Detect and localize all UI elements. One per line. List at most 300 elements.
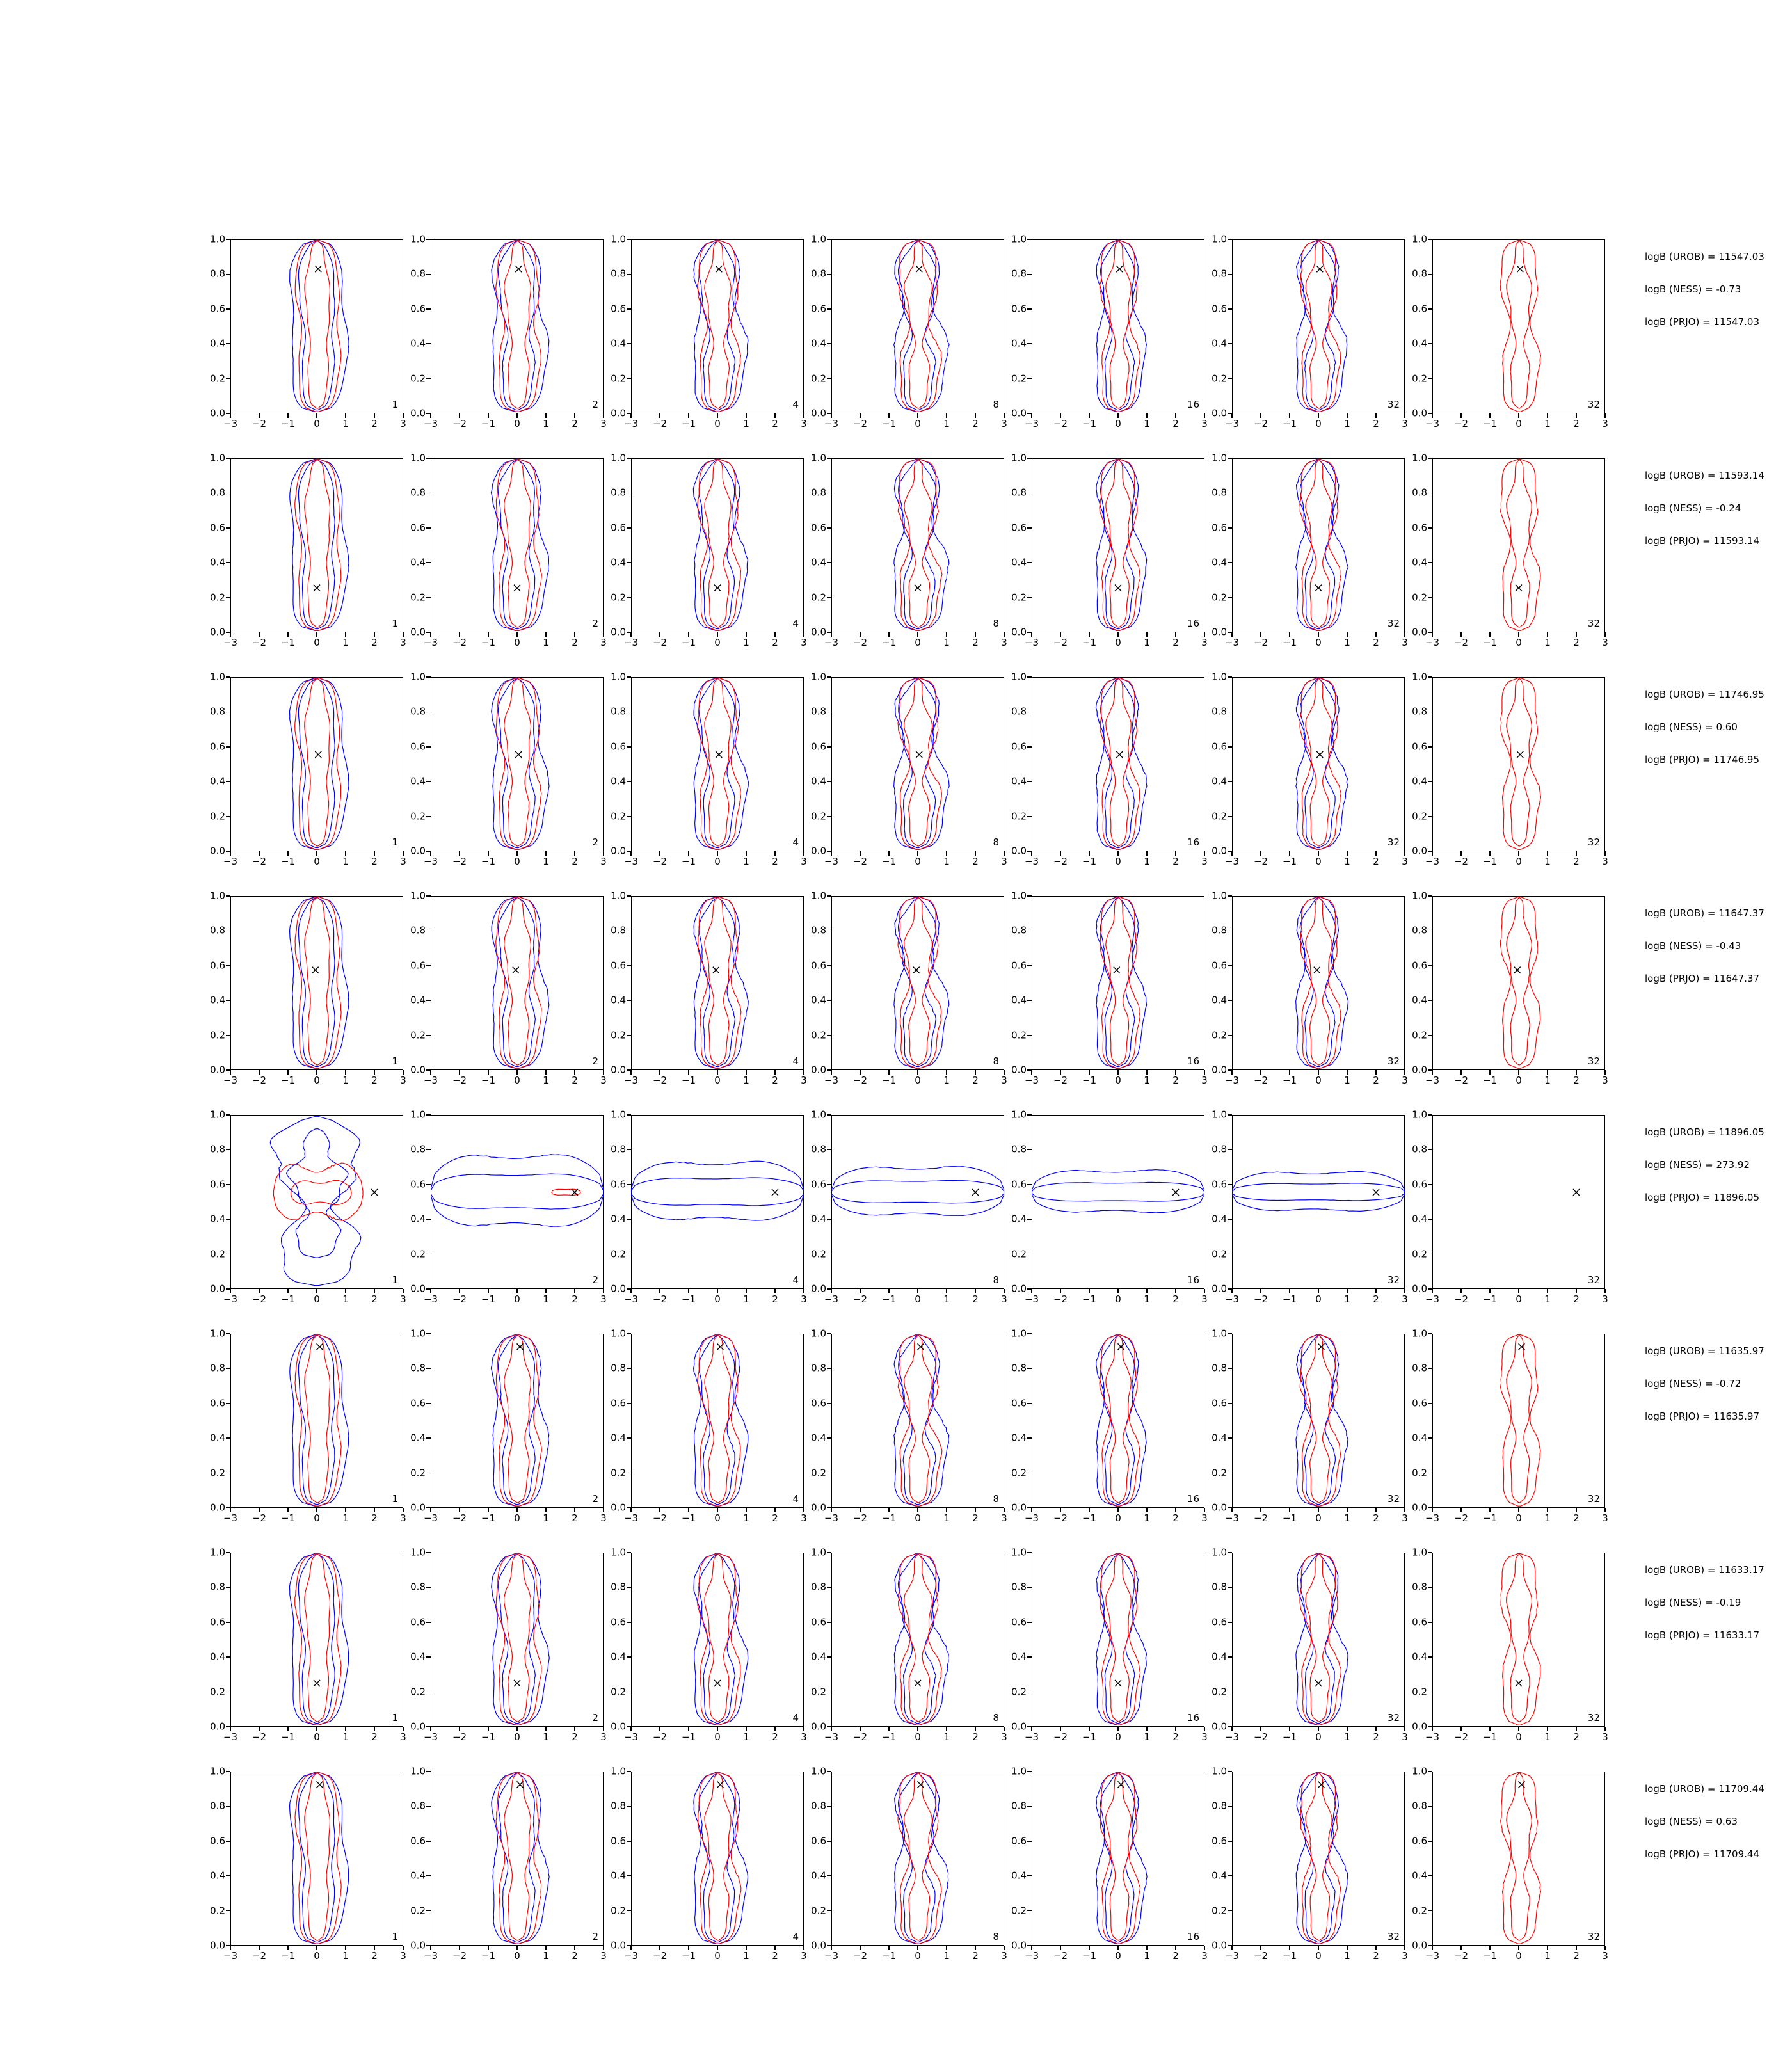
x-tick-mark xyxy=(316,1508,317,1512)
x-tick-mark xyxy=(1146,1946,1148,1950)
contour-line-red xyxy=(705,679,731,846)
y-tick-label: 0.8 xyxy=(410,1581,426,1593)
contour-line-blue xyxy=(899,1773,936,1942)
plot-panel-r0-c3[interactable] xyxy=(811,233,1007,429)
plot-panel-r1-c4[interactable] xyxy=(1011,452,1208,648)
y-tick-label: 0.2 xyxy=(210,1686,225,1698)
y-tick-label: 0.8 xyxy=(1212,1581,1227,1593)
x-tick-label: 2 xyxy=(1172,1293,1179,1305)
x-tick-mark xyxy=(1004,851,1005,856)
contour-line-red xyxy=(295,1772,341,1944)
plot-panel-r5-c0[interactable] xyxy=(210,1327,406,1524)
x-tick-label: −3 xyxy=(1024,1075,1039,1086)
y-tick-label: 0.0 xyxy=(811,407,826,419)
plot-panel-r5-c6[interactable] xyxy=(1412,1327,1608,1524)
y-tick-mark xyxy=(1228,1149,1232,1151)
plot-panel-r7-c1[interactable] xyxy=(410,1765,607,1962)
y-tick-label: 0.4 xyxy=(811,1432,826,1444)
x-tick-label: 0 xyxy=(714,418,721,429)
y-tick-label: 0.0 xyxy=(1011,1501,1027,1514)
panel-id-label: 32 xyxy=(1387,1274,1400,1286)
panel-id-label: 32 xyxy=(1387,1712,1400,1724)
plot-panel-r3-c3[interactable] xyxy=(811,890,1007,1086)
x-tick-mark xyxy=(1318,1289,1319,1293)
panel-id-label: 8 xyxy=(993,1055,999,1067)
y-tick-label: 0.2 xyxy=(811,591,826,604)
y-tick-mark xyxy=(627,1771,631,1772)
y-tick-label: 0.6 xyxy=(1212,740,1227,753)
x-tick-label: 2 xyxy=(972,1512,979,1524)
plot-panel-r2-c5[interactable] xyxy=(1212,671,1408,867)
plot-panel-r6-c0[interactable] xyxy=(210,1546,406,1743)
plot-panel-r4-c1[interactable] xyxy=(410,1108,607,1305)
x-tick-label: −3 xyxy=(423,418,438,429)
contour-line-blue xyxy=(699,1773,735,1942)
y-tick-label: 0.8 xyxy=(210,705,225,717)
x-tick-label: −3 xyxy=(824,1950,839,1962)
x-tick-mark xyxy=(888,851,890,856)
y-tick-label: 0.6 xyxy=(1011,959,1027,972)
plot-panel-r6-c2[interactable] xyxy=(611,1546,807,1743)
plot-panel-r2-c0[interactable] xyxy=(210,671,406,867)
panel-id-label: 2 xyxy=(592,836,598,848)
y-tick-label: 0.2 xyxy=(1212,1029,1227,1041)
plot-panel-r5-c1[interactable] xyxy=(410,1327,607,1524)
x-tick-label: 0 xyxy=(514,1512,520,1524)
x-tick-mark xyxy=(403,851,404,856)
x-tick-label: −3 xyxy=(1425,637,1440,648)
y-tick-label: 0.0 xyxy=(1212,626,1227,638)
x-tick-mark xyxy=(917,1946,918,1950)
y-tick-mark xyxy=(627,308,631,310)
x-tick-label: 3 xyxy=(1602,637,1608,648)
y-tick-mark xyxy=(426,1114,431,1116)
x-tick-label: 3 xyxy=(600,1075,607,1086)
logb-annotation-line: logB (UROB) = 11709.44 xyxy=(1645,1783,1764,1795)
x-tick-mark xyxy=(659,1508,660,1512)
x-tick-mark xyxy=(774,632,776,637)
x-tick-label: 1 xyxy=(943,418,950,429)
panel-id-label: 8 xyxy=(993,1712,999,1724)
x-tick-label: 2 xyxy=(772,856,778,867)
x-tick-label: 3 xyxy=(1402,418,1408,429)
x-tick-label: 2 xyxy=(572,856,578,867)
plot-panel-r1-c6[interactable] xyxy=(1412,452,1608,648)
x-tick-mark xyxy=(1204,1946,1205,1950)
plot-panel-r2-c1[interactable] xyxy=(410,671,607,867)
y-tick-label: 0.8 xyxy=(1212,268,1227,280)
x-tick-mark xyxy=(316,413,317,418)
x-tick-label: −1 xyxy=(280,418,296,429)
contour-line-red xyxy=(295,897,341,1068)
x-tick-mark xyxy=(574,632,575,637)
logb-annotation-line: logB (PRJO) = 11709.44 xyxy=(1645,1848,1760,1860)
x-tick-mark xyxy=(1576,851,1577,856)
truth-marker-x xyxy=(1373,1189,1379,1196)
y-tick-label: 0.4 xyxy=(1412,1432,1427,1444)
plot-panel-r0-c2[interactable] xyxy=(611,233,807,429)
x-tick-mark xyxy=(345,1727,346,1731)
contour-plot xyxy=(831,677,1004,851)
x-tick-label: 2 xyxy=(1573,1950,1580,1962)
y-tick-mark xyxy=(1228,712,1232,713)
contour-line-blue xyxy=(431,1155,604,1227)
x-tick-mark xyxy=(888,1070,890,1075)
x-tick-mark xyxy=(1117,1289,1119,1293)
plot-panel-r4-c5[interactable] xyxy=(1212,1108,1408,1305)
x-tick-label: −2 xyxy=(252,1950,267,1962)
x-tick-label: −3 xyxy=(623,418,639,429)
plot-panel-r7-c6[interactable] xyxy=(1412,1765,1608,1962)
y-tick-mark xyxy=(1228,676,1232,678)
x-tick-label: 3 xyxy=(1201,418,1208,429)
x-tick-label: 0 xyxy=(314,1512,320,1524)
y-tick-mark xyxy=(426,1622,431,1623)
x-tick-mark xyxy=(374,413,375,418)
x-tick-label: −2 xyxy=(1453,637,1469,648)
y-tick-label: 0.0 xyxy=(1212,1939,1227,1951)
truth-marker-x xyxy=(312,967,319,973)
plot-panel-r2-c6[interactable] xyxy=(1412,671,1608,867)
x-tick-label: 3 xyxy=(1602,1075,1608,1086)
x-tick-label: 2 xyxy=(371,637,378,648)
panel-id-label: 1 xyxy=(392,399,398,410)
x-tick-mark xyxy=(803,1727,804,1731)
y-tick-mark xyxy=(426,1841,431,1842)
y-tick-label: 0.8 xyxy=(210,1800,225,1812)
y-tick-label: 0.6 xyxy=(1011,1397,1027,1409)
x-tick-label: −1 xyxy=(1082,637,1097,648)
plot-panel-r3-c2[interactable] xyxy=(611,890,807,1086)
x-tick-label: −3 xyxy=(223,1512,238,1524)
x-tick-label: 2 xyxy=(972,1075,979,1086)
plot-panel-r1-c2[interactable] xyxy=(611,452,807,648)
plot-panel-r3-c4[interactable] xyxy=(1011,890,1208,1086)
plot-panel-r5-c3[interactable] xyxy=(811,1327,1007,1524)
y-tick-label: 0.2 xyxy=(611,1248,626,1260)
y-tick-mark xyxy=(1228,274,1232,275)
panel-id-label: 8 xyxy=(993,1274,999,1286)
x-tick-mark xyxy=(574,1508,575,1512)
contour-line-red xyxy=(305,898,330,1065)
x-tick-label: 3 xyxy=(801,1293,807,1305)
truth-marker-x xyxy=(915,585,921,591)
contour-line-blue xyxy=(699,898,735,1067)
x-tick-label: 1 xyxy=(943,856,950,867)
contour-line-red xyxy=(504,1773,531,1940)
y-tick-label: 0.8 xyxy=(811,705,826,717)
y-tick-label: 0.0 xyxy=(1011,1939,1027,1951)
y-tick-label: 0.8 xyxy=(611,924,626,936)
plot-panel-r2-c3[interactable] xyxy=(811,671,1007,867)
row-logb-annotations xyxy=(1645,1347,1764,1444)
y-tick-label: 0.6 xyxy=(1212,959,1227,972)
y-tick-mark xyxy=(226,1692,230,1693)
x-tick-label: −1 xyxy=(481,1293,496,1305)
panel-id-label: 32 xyxy=(1387,1493,1400,1505)
panel-id-label: 2 xyxy=(592,1493,598,1505)
x-tick-label: 0 xyxy=(915,1512,921,1524)
x-tick-mark xyxy=(430,632,431,637)
x-tick-label: 3 xyxy=(600,1512,607,1524)
y-tick-mark xyxy=(226,343,230,344)
x-tick-mark xyxy=(1375,1289,1377,1293)
x-tick-label: −2 xyxy=(452,856,467,867)
x-tick-label: −3 xyxy=(223,856,238,867)
x-tick-mark xyxy=(259,1727,260,1731)
y-tick-mark xyxy=(226,597,230,598)
panel-id-label: 1 xyxy=(392,1493,398,1505)
y-tick-label: 1.0 xyxy=(1212,671,1227,683)
y-tick-label: 0.2 xyxy=(1412,810,1427,822)
x-tick-label: −2 xyxy=(252,418,267,429)
x-tick-label: −1 xyxy=(681,1293,696,1305)
y-tick-label: 0.6 xyxy=(1412,1178,1427,1190)
x-tick-mark xyxy=(888,632,890,637)
contour-plot xyxy=(230,896,403,1070)
x-tick-label: −3 xyxy=(1024,637,1039,648)
y-tick-mark xyxy=(226,1841,230,1842)
plot-panel-r0-c6[interactable] xyxy=(1412,233,1608,429)
y-tick-mark xyxy=(627,1875,631,1876)
y-tick-mark xyxy=(426,1333,431,1334)
y-tick-label: 0.0 xyxy=(410,626,426,638)
plot-panel-r0-c1[interactable] xyxy=(410,233,607,429)
x-tick-label: −2 xyxy=(652,1512,668,1524)
contour-plot xyxy=(1032,239,1204,413)
x-tick-label: 2 xyxy=(1373,637,1379,648)
x-tick-mark xyxy=(1175,851,1176,856)
y-tick-label: 0.0 xyxy=(1412,1939,1427,1951)
x-tick-label: 3 xyxy=(1201,1293,1208,1305)
x-tick-mark xyxy=(1347,851,1348,856)
logb-annotation-line: logB (UROB) = 11746.95 xyxy=(1645,689,1764,700)
plot-panel-r7-c4[interactable] xyxy=(1011,1765,1208,1962)
plot-panel-r3-c6[interactable] xyxy=(1412,890,1608,1086)
plot-panel-r2-c4[interactable] xyxy=(1011,671,1208,867)
x-tick-mark xyxy=(1460,1727,1462,1731)
x-tick-label: 1 xyxy=(1544,1950,1551,1962)
y-tick-mark xyxy=(1428,1333,1432,1334)
plot-panel-r7-c3[interactable] xyxy=(811,1765,1007,1962)
x-tick-label: −1 xyxy=(681,637,696,648)
x-tick-mark xyxy=(259,1508,260,1512)
x-tick-label: −3 xyxy=(1224,1512,1240,1524)
plot-panel-r6-c3[interactable] xyxy=(811,1546,1007,1743)
plot-panel-r0-c5[interactable] xyxy=(1212,233,1408,429)
y-tick-mark xyxy=(226,378,230,380)
x-tick-label: 1 xyxy=(943,1512,950,1524)
x-tick-mark xyxy=(1117,632,1119,637)
x-tick-label: 2 xyxy=(772,637,778,648)
x-tick-mark xyxy=(1604,1946,1606,1950)
panel-id-label: 32 xyxy=(1387,618,1400,629)
plot-panel-r5-c2[interactable] xyxy=(611,1327,807,1524)
y-tick-mark xyxy=(1228,1875,1232,1876)
x-tick-mark xyxy=(316,1727,317,1731)
x-tick-label: 1 xyxy=(743,1293,749,1305)
x-tick-label: −3 xyxy=(1425,1512,1440,1524)
y-tick-label: 0.8 xyxy=(410,486,426,499)
plot-panel-r3-c5[interactable] xyxy=(1212,890,1408,1086)
plot-panel-r1-c3[interactable] xyxy=(811,452,1007,648)
plot-panel-r0-c0[interactable] xyxy=(210,233,406,429)
plot-panel-r7-c2[interactable] xyxy=(611,1765,807,1962)
contour-plot xyxy=(431,1334,604,1508)
plot-panel-r1-c1[interactable] xyxy=(410,452,607,648)
x-tick-mark xyxy=(1432,413,1433,418)
x-tick-mark xyxy=(1547,413,1548,418)
x-tick-label: 0 xyxy=(514,418,520,429)
contour-line-blue xyxy=(499,1336,536,1505)
contour-line-blue xyxy=(1101,679,1135,848)
x-tick-mark xyxy=(287,1946,289,1950)
plot-panel-r4-c2[interactable] xyxy=(611,1108,807,1305)
x-tick-mark xyxy=(1117,1946,1119,1950)
plot-panel-r4-c3[interactable] xyxy=(811,1108,1007,1305)
x-tick-mark xyxy=(688,413,689,418)
y-tick-mark xyxy=(226,895,230,897)
plot-panel-r0-c4[interactable] xyxy=(1011,233,1208,429)
x-tick-mark xyxy=(1489,1289,1491,1293)
y-tick-label: 0.8 xyxy=(1011,705,1027,717)
plot-panel-r6-c1[interactable] xyxy=(410,1546,607,1743)
contour-line-red xyxy=(305,241,330,408)
y-tick-label: 0.0 xyxy=(410,1501,426,1514)
x-tick-label: −2 xyxy=(652,1731,668,1743)
plot-panel-r5-c4[interactable] xyxy=(1011,1327,1208,1524)
x-tick-mark xyxy=(1576,1289,1577,1293)
x-tick-mark xyxy=(1089,1727,1090,1731)
y-tick-label: 0.2 xyxy=(1412,1029,1427,1041)
y-tick-mark xyxy=(627,1333,631,1334)
y-tick-label: 0.4 xyxy=(1412,556,1427,568)
x-tick-label: −1 xyxy=(481,1512,496,1524)
plot-panel-r4-c6[interactable] xyxy=(1412,1108,1608,1305)
x-tick-label: −3 xyxy=(423,1293,438,1305)
x-tick-label: 0 xyxy=(1516,1731,1522,1743)
plot-panel-r4-c4[interactable] xyxy=(1011,1108,1208,1305)
x-tick-label: −3 xyxy=(223,1950,238,1962)
x-tick-label: −3 xyxy=(824,637,839,648)
y-tick-label: 1.0 xyxy=(1011,1546,1027,1558)
contour-line-blue xyxy=(1296,678,1348,849)
x-tick-label: 1 xyxy=(743,418,749,429)
contour-line-blue xyxy=(499,460,535,629)
y-tick-label: 0.6 xyxy=(1212,1616,1227,1628)
y-tick-mark xyxy=(426,895,431,897)
x-tick-mark xyxy=(1004,1727,1005,1731)
y-tick-label: 0.6 xyxy=(410,740,426,753)
truth-marker-x xyxy=(572,1189,578,1196)
x-tick-mark xyxy=(230,413,231,418)
x-tick-label: 2 xyxy=(1573,1512,1580,1524)
x-tick-mark xyxy=(1375,413,1377,418)
x-tick-label: 2 xyxy=(371,1950,378,1962)
contour-plot xyxy=(831,1115,1004,1289)
contour-line-red xyxy=(697,678,740,849)
y-tick-mark xyxy=(1428,1910,1432,1912)
y-tick-mark xyxy=(827,676,831,678)
y-tick-label: 0.4 xyxy=(811,556,826,568)
y-tick-label: 0.4 xyxy=(811,337,826,349)
x-tick-label: 2 xyxy=(972,418,979,429)
x-tick-mark xyxy=(1404,851,1405,856)
x-tick-label: 3 xyxy=(1402,1293,1408,1305)
plot-panel-r6-c5[interactable] xyxy=(1212,1546,1408,1743)
y-tick-mark xyxy=(426,1219,431,1220)
panel-id-label: 2 xyxy=(592,1712,598,1724)
x-tick-mark xyxy=(860,632,861,637)
y-tick-mark xyxy=(1027,1437,1032,1439)
x-tick-label: 3 xyxy=(600,1950,607,1962)
plot-panel-r7-c0[interactable] xyxy=(210,1765,406,1962)
y-tick-mark xyxy=(1428,781,1432,782)
x-tick-mark xyxy=(1004,1946,1005,1950)
plot-panel-r3-c0[interactable] xyxy=(210,890,406,1086)
x-tick-label: 2 xyxy=(972,856,979,867)
y-tick-label: 0.8 xyxy=(1011,1143,1027,1155)
plot-panel-r3-c1[interactable] xyxy=(410,890,607,1086)
panel-id-label: 4 xyxy=(792,1931,799,1942)
plot-panel-r1-c0[interactable] xyxy=(210,452,406,648)
plot-panel-r6-c6[interactable] xyxy=(1412,1546,1608,1743)
plot-panel-r7-c5[interactable] xyxy=(1212,1765,1408,1962)
x-tick-label: 1 xyxy=(1344,1293,1350,1305)
x-tick-mark xyxy=(1489,851,1491,856)
x-tick-label: 3 xyxy=(1402,856,1408,867)
y-tick-mark xyxy=(1027,816,1032,817)
y-tick-label: 1.0 xyxy=(611,1327,626,1340)
x-tick-label: −2 xyxy=(252,1731,267,1743)
contour-line-red xyxy=(295,459,341,630)
y-tick-label: 1.0 xyxy=(811,671,826,683)
y-tick-label: 1.0 xyxy=(1412,1327,1427,1340)
plot-panel-r4-c0[interactable] xyxy=(210,1108,406,1305)
x-tick-mark xyxy=(746,413,747,418)
y-tick-mark xyxy=(1027,308,1032,310)
x-tick-label: 0 xyxy=(1516,1293,1522,1305)
x-tick-label: 0 xyxy=(1516,418,1522,429)
x-tick-label: 3 xyxy=(1201,1731,1208,1743)
y-tick-label: 1.0 xyxy=(210,233,225,245)
x-tick-mark xyxy=(1175,1070,1176,1075)
x-tick-mark xyxy=(488,1508,489,1512)
contour-line-blue xyxy=(699,679,735,848)
x-tick-mark xyxy=(516,851,518,856)
y-tick-label: 0.2 xyxy=(1412,1905,1427,1917)
plot-panel-r1-c5[interactable] xyxy=(1212,452,1408,648)
plot-panel-r6-c4[interactable] xyxy=(1011,1546,1208,1743)
plot-panel-r2-c2[interactable] xyxy=(611,671,807,867)
y-tick-label: 0.4 xyxy=(1011,1432,1027,1444)
x-tick-label: −3 xyxy=(1224,1731,1240,1743)
y-tick-label: 1.0 xyxy=(1412,1546,1427,1558)
x-tick-mark xyxy=(1375,632,1377,637)
y-tick-label: 0.0 xyxy=(811,845,826,857)
x-tick-mark xyxy=(1231,851,1233,856)
x-tick-label: 2 xyxy=(1172,637,1179,648)
x-tick-label: 1 xyxy=(1544,856,1551,867)
x-tick-mark xyxy=(975,1946,976,1950)
x-tick-label: −1 xyxy=(1282,1950,1297,1962)
contour-line-red xyxy=(295,240,341,412)
contour-line-blue xyxy=(1300,1336,1335,1505)
x-tick-mark xyxy=(1518,1727,1519,1731)
plot-panel-r5-c5[interactable] xyxy=(1212,1327,1408,1524)
x-tick-label: −3 xyxy=(824,856,839,867)
y-tick-mark xyxy=(627,712,631,713)
